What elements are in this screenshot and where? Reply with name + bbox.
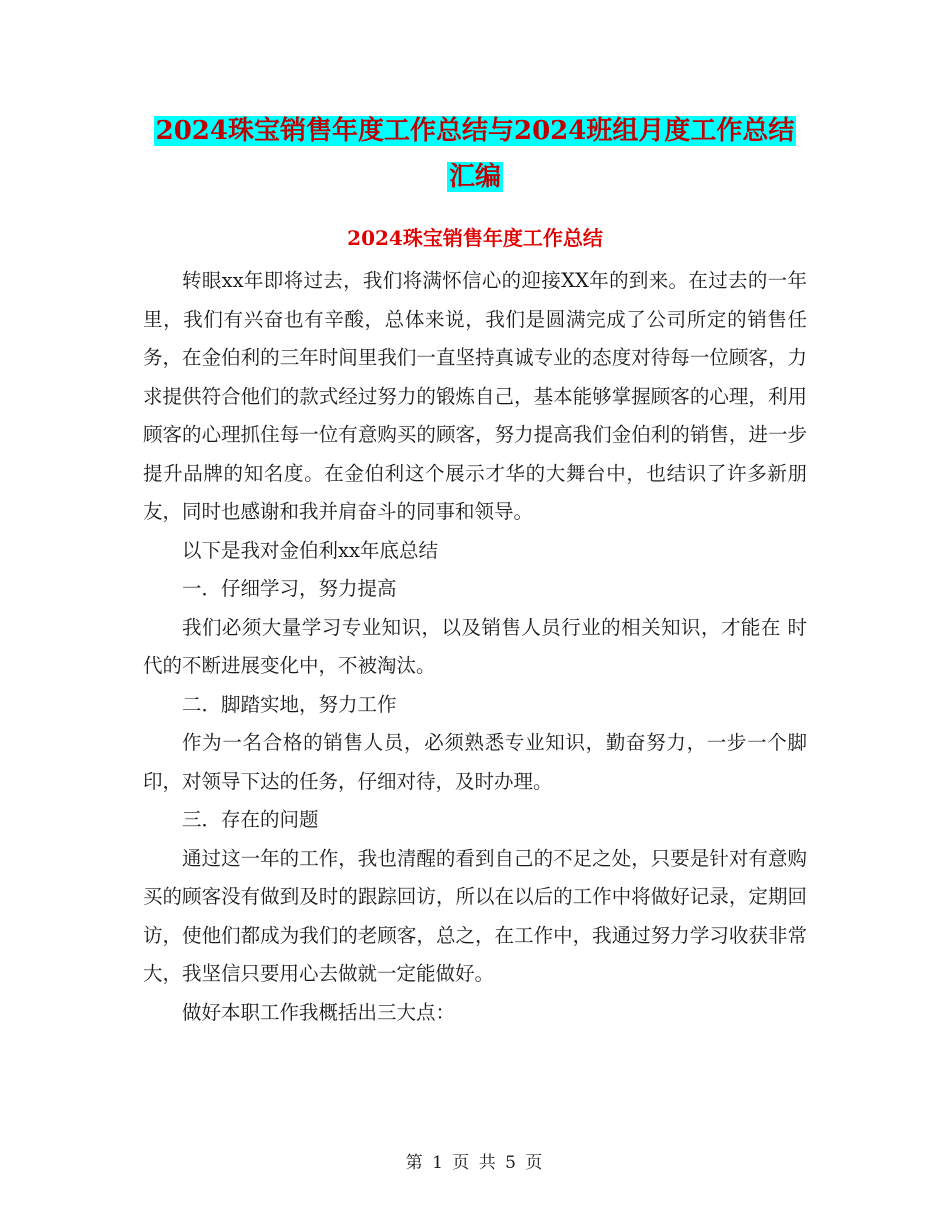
paragraph: 作为一名合格的销售人员，必须熟悉专业知识，勤奋努力，一步一个脚印，对领导下达的任务，仔细对待，及时办理。 bbox=[143, 731, 807, 793]
paragraph: 转眼xx年即将过去，我们将满怀信心的迎接XX年的到来。在过去的一年里，我们有兴奋也有辛酸，总体来说，我们是圆满完成了公司所定的销售任务，在金伯利的三年时间里我们一直坚持真诚专业的态度对待每一位顾客，力求提供符合他们的款式经过努力的锻炼自己，基本能够掌握顾客的心理，利用顾客的心理抓住每一位有意购买的顾客，努力提高我们金伯利的销售，进一步提升品牌的知名度。在金伯利这个展示才华的大舞台中，也结识了许多新朋友，同时也感谢和我并肩奋斗的同事和领导。 bbox=[143, 269, 807, 523]
title-line-1 bbox=[0, 108, 950, 154]
page-footer: 第 1 页 共 5 页 bbox=[405, 1153, 545, 1173]
paragraph-heading: 三．存在的问题 bbox=[182, 808, 319, 831]
paragraph-heading: 一．仔细学习，努力提高 bbox=[182, 577, 397, 600]
title-line-2 bbox=[0, 154, 950, 200]
document-body bbox=[143, 262, 807, 1032]
title-highlight: 2024珠宝销售年度工作总结与2024班组月度工作总结 bbox=[155, 116, 795, 146]
section-title: 2024珠宝销售年度工作总结 bbox=[347, 226, 603, 250]
paragraph-heading: 二．脚踏实地，努力工作 bbox=[182, 692, 397, 716]
paragraph: 做好本职工作我概括出三大点： bbox=[182, 1000, 456, 1024]
title-highlight-2: 汇编 bbox=[448, 162, 501, 192]
document-title bbox=[0, 108, 950, 200]
paragraph: 以下是我对金伯利xx年底总结 bbox=[182, 538, 438, 562]
paragraph: 我们必须大量学习专业知识，以及销售人员行业的相关知识，才能在 时代的不断进展变化中，不被淘汰。 bbox=[143, 615, 807, 677]
paragraph: 通过这一年的工作，我也清醒的看到自己的不足之处，只要是针对有意购买的顾客没有做到及时的跟踪回访，所以在以后的工作中将做好记录，定期回访，使他们都成为我们的老顾客，总之，在工作中，我通过努力学习收获非常大，我坚信只要用心去做就一定能做好。 bbox=[143, 846, 807, 985]
